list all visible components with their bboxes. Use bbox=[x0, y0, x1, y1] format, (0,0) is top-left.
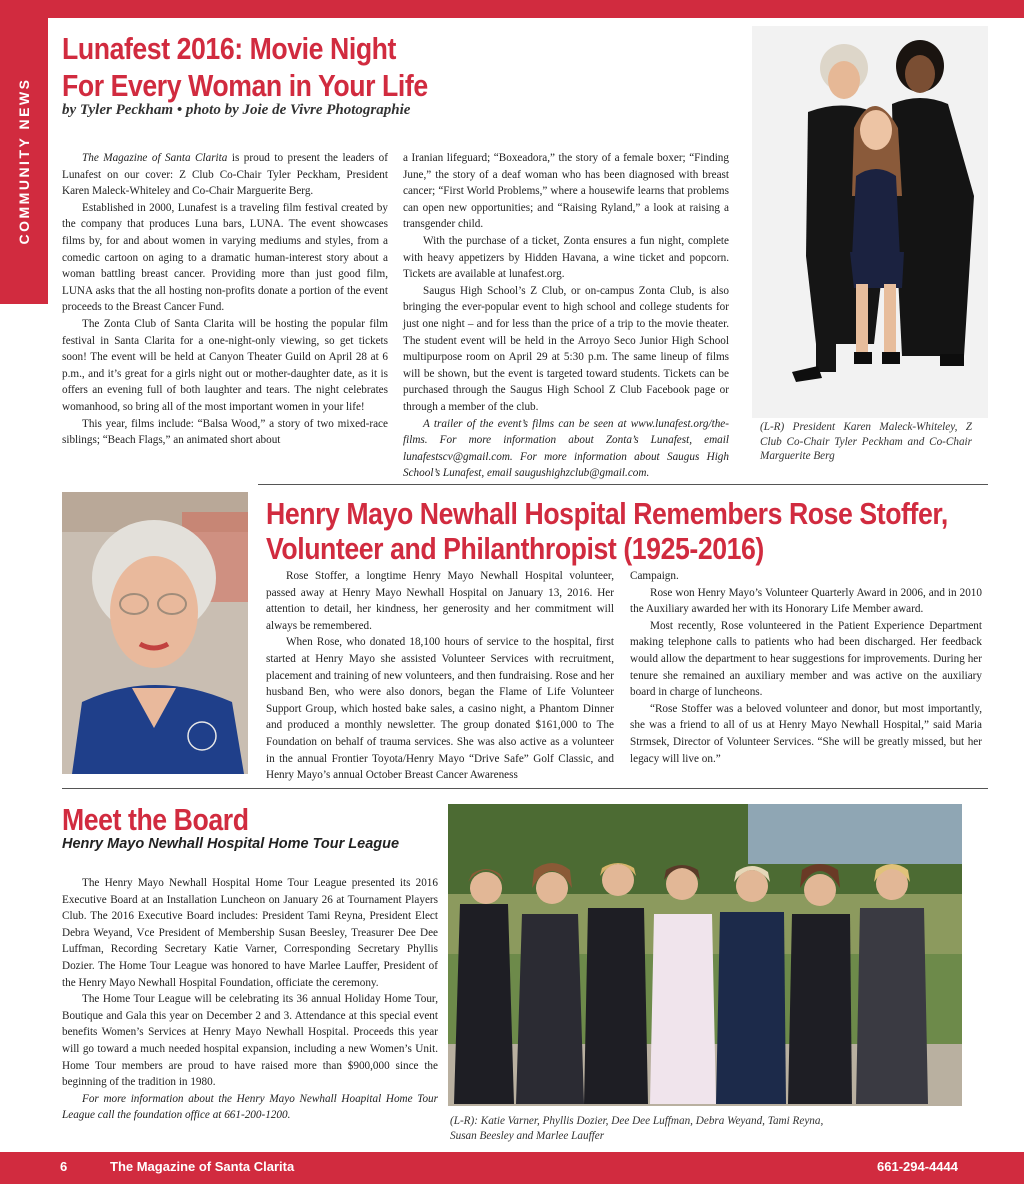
article2-paragraph: Rose won Henry Mayo’s Volunteer Quarterly Award in 2006, and in 2010 the Auxiliary awarded her with its Honorary Life Member award. bbox=[630, 586, 982, 616]
article1-column-2 bbox=[403, 150, 729, 482]
article1-paragraph: With the purchase of a ticket, Zonta ensures a fun night, complete with heavy appetizers by Hidden Havana, a wine ticket and popcorn. Tickets are available at lunafest.org. bbox=[403, 234, 729, 281]
article1-paragraph: a Iranian lifeguard; “Boxeadora,” the story of a female boxer; “Finding June,” the story of a deaf woman who has been diagnosed with breast cancer; “First World Problems,” where a housewife learns that problems can open new opportunities; and “Raising Ryland,” a look at raising a transgender child. bbox=[403, 152, 729, 231]
article1-info-note: A trailer of the event’s films can be seen at www.lunafest.org/the-films. For more information about Zonta’s Lunafest, email lunafestscv@gmail.com. For more information about Saugus High School’s Lunafest, email saugushighzclub@gmail.com. bbox=[403, 417, 729, 480]
article1-column-1 bbox=[62, 150, 388, 449]
article2-paragraph: Most recently, Rose volunteered in the Patient Experience Department making telephone calls to patients who had been discharged. Her feedback would allow the department to hear suggestions for improvements. During her tenure she remained an auxiliary member and was active on the auxiliary board in charge of luncheons. bbox=[630, 619, 982, 699]
article2-paragraph: Rose Stoffer, a longtime Henry Mayo Newhall Hospital volunteer, passed away at Henry Mayo Newhall Hospital on January 13, 2016. Her attention to detail, her kindness, her generosity and her commitment will always be remembered. bbox=[266, 570, 614, 632]
board-caption-line: (L-R): Katie Varner, Phyllis Dozier, Dee Dee Luffman, Debra Weyand, Tami Reyna, bbox=[450, 1115, 824, 1127]
article3-subtitle: Henry Mayo Newhall Hospital Home Tour League bbox=[62, 836, 400, 852]
article1-byline: by Tyler Peckham • photo by Joie de Vivre Photographie bbox=[62, 102, 411, 118]
article1-title-line2: For Every Woman in Your Life bbox=[62, 68, 428, 103]
article1-paragraph: Saugus High School’s Z Club, or on-campus Zonta Club, is also bringing the ever-popular event to high school and college students for just one night – and for less than the price of a trip to the movie theater. The student event will be held in the Arroyo Seco Junior High School multipurpose room on April 29 at 5:30 p.m. The same lineup of films will be shown, but the event is targeted toward students. Tickets can be purchased through the Saugus High School Z Club Facebook page or through a member of the club. bbox=[403, 284, 729, 413]
section-side-tab bbox=[0, 18, 48, 304]
board-caption-line: Susan Beesley and Marlee Lauffer bbox=[450, 1130, 605, 1142]
article2-paragraph: “Rose Stoffer was a beloved volunteer and donor, but most importantly, she was a friend to all of us at Henry Mayo Newhall Hospital,” said Maria Strmsek, Director of Volunteer Services. “She will be greatly missed, but her legacy will live on.” bbox=[630, 702, 982, 765]
page-footer bbox=[0, 1152, 1024, 1184]
section-divider bbox=[62, 788, 988, 789]
article2-title-line2: Volunteer and Philanthropist (1925-2016) bbox=[266, 531, 764, 566]
board-photo-caption bbox=[450, 1114, 970, 1144]
section-label: COMMUNITY NEWS bbox=[16, 77, 32, 245]
magazine-phone: 661-294-4444 bbox=[877, 1159, 958, 1174]
article3-paragraph: The Home Tour League will be celebrating its 36 annual Holiday Home Tour, Boutique and Gala this year on December 2 and 3. Attendance at this special event benefits Women’s Services at Henry Mayo Newhall Hospital. Proceeds this year will go toward a much needed hospital expansion, including a new Women’s Unit. Home Tour members are proud to have raised more than $900,000 since the beginning of the tradition in 1980. bbox=[62, 993, 438, 1089]
article1-paragraph: The Magazine of Santa Clarita is proud to present the leaders of Lunafest on our cover: Z Club Co-Chair Tyler Peckham, President Karen Maleck-Whiteley and Co-Chair Marguerite Berg. bbox=[62, 152, 388, 198]
article2-column-2 bbox=[630, 568, 982, 767]
article1-paragraph: This year, films include: “Balsa Wood,” a story of two mixed-race siblings; “Beach Flags,” an animated short about bbox=[62, 417, 388, 447]
section-divider bbox=[258, 484, 988, 485]
top-color-bar bbox=[0, 0, 1024, 18]
magazine-name: The Magazine of Santa Clarita bbox=[110, 1159, 295, 1174]
lunafest-leaders-photo bbox=[752, 26, 988, 418]
article3-paragraph: The Henry Mayo Newhall Hospital Home Tour League presented its 2016 Executive Board at an Installation Luncheon on January 26 at Tournament Players Club. The 2016 Executive Board includes: President Tami Reyna, President Elect Debra Weyand, Vce President of Membership Susan Beesley, Treasurer Dee Dee Luffman, Recording Secretary Katie Varner, Corresponding Secretary Phyllis Dozier. The Home Tour League was honored to have Marlee Lauffer, President of the Henry Mayo Newhall Hospital Foundation, officiate the ceremony. bbox=[62, 877, 438, 989]
article1-title-line1: Lunafest 2016: Movie Night bbox=[62, 31, 396, 66]
article2-column-1 bbox=[266, 568, 614, 784]
home-tour-board-photo bbox=[448, 804, 962, 1106]
article2-paragraph: When Rose, who donated 18,100 hours of service to the hospital, first started at Henry Mayo she assisted Volunteer Services with recruitment, placement and training of new volunteers, and then fundraising. Rose and her husband Ben, who were also donors, began the Flame of Life Volunteer Support Group, which hosted bake sales, a casino night, a Phantom Dinner and produced a monthly newsletter. The group donated $161,000 to The Foundation on behalf of trauma services. She was also active as a volunteer in the annual Frontier Toyota/Henry Mayo “Drive Safe” Golf Classic, and Henry Mayo’s annual October Breast Cancer Awareness bbox=[266, 636, 614, 782]
article3-info-note: For more information about the Henry Mayo Newhall Hoapital Home Tour League call the foundation office at 661-200-1200. bbox=[62, 1092, 438, 1122]
article2-paragraph: Campaign. bbox=[630, 570, 679, 582]
lunafest-photo-caption: (L-R) President Karen Maleck-Whiteley, Z Club Co-Chair Tyler Peckham and Co-Chair Marguerite Berg bbox=[760, 421, 972, 462]
article3-title: Meet the Board bbox=[62, 802, 249, 837]
article1-paragraph: Established in 2000, Lunafest is a traveling film festival created by the company that produces Luna bars, LUNA. The event showcases films by, for and about women in varying mediums and styles, from a comedic cartoon on aging to a dramatic human-interest story about a woman battling breast cancer. Providing more than just good film, LUNA asks that the all hosting non-profits donate a portion of the event proceeds to the Breast Cancer Fund. bbox=[62, 201, 388, 314]
rose-stoffer-portrait bbox=[62, 492, 248, 774]
article2-title-line1: Henry Mayo Newhall Hospital Remembers Rose Stoffer, bbox=[266, 496, 948, 531]
article3-body bbox=[62, 875, 438, 1124]
article1-paragraph: The Zonta Club of Santa Clarita will be hosting the popular film festival in Santa Clarita for a one-night-only viewing, so get tickets soon! The event will be held at Canyon Theater Guild on April 28 at 6 p.m., and it’s great for a girls night out or mother-daughter date, as it is offers an evening full of both laughter and tears. The night celebrates womanhood, so bring all of the most important women in your life! bbox=[62, 317, 388, 413]
page-number: 6 bbox=[60, 1159, 68, 1174]
